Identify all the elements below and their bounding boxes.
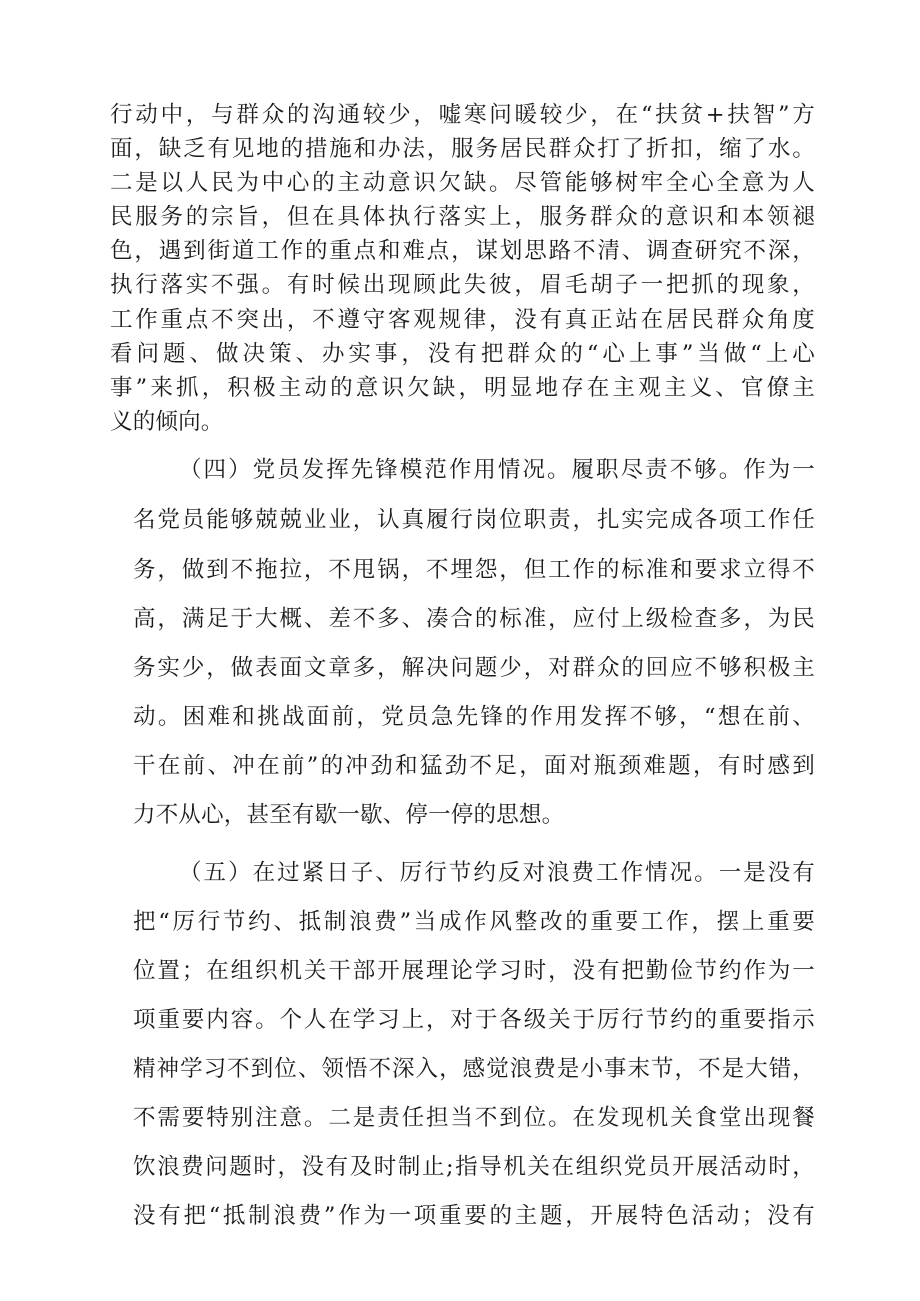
text-line: 精神学习不到位、领悟不深入，感觉浪费是小事末节，不是大错， bbox=[133, 1056, 815, 1082]
text-line: 务实少，做表面文章多，解决问题少，对群众的回应不够积极主 bbox=[133, 655, 815, 681]
text-line: 名党员能够兢兢业业，认真履行岗位职责，扎实完成各项工作任 bbox=[133, 507, 815, 533]
text-line: 项重要内容。个人在学习上，对于各级关于厉行节约的重要指示 bbox=[133, 1007, 815, 1033]
text-line: 位置；在组织机关干部开展理论学习时，没有把勤俭节约作为一 bbox=[133, 958, 815, 984]
text-line: 没有把“抵制浪费”作为一项重要的主题，开展特色活动；没有 bbox=[133, 1203, 815, 1229]
text-line: 执行落实不强。有时候出现顾此失彼，眉毛胡子一把抓的现象， bbox=[110, 272, 815, 298]
text-line: 二是以人民为中心的主动意识欠缺。尽管能够树牢全心全意为人 bbox=[110, 170, 815, 196]
section-heading-four: （四）党员发挥先锋模范作用情况。履职尽责不够。作为一 bbox=[179, 457, 815, 483]
text-line: 不需要特别注意。二是责任担当不到位。在发现机关食堂出现餐 bbox=[133, 1105, 815, 1131]
section-heading-five: （五）在过紧日子、厉行节约反对浪费工作情况。一是没有 bbox=[179, 860, 815, 886]
text-line: 民服务的宗旨，但在具体执行落实上，服务群众的意识和本领褪 bbox=[110, 204, 815, 230]
text-line: 义的倾向。 bbox=[110, 409, 224, 435]
text-line: 行动中，与群众的沟通较少，嘘寒问暖较少，在“扶贫+扶智”方 bbox=[110, 102, 815, 128]
text-line: 把“厉行节约、抵制浪费”当成作风整改的重要工作，摆上重要 bbox=[133, 909, 815, 935]
text-line: 力不从心，甚至有歇一歇、停一停的思想。 bbox=[133, 802, 565, 828]
text-line: 色，遇到街道工作的重点和难点，谋划思路不清、调查研究不深， bbox=[110, 238, 815, 264]
text-line: 动。困难和挑战面前，党员急先锋的作用发挥不够，“想在前、 bbox=[133, 704, 815, 730]
text-line: 工作重点不突出，不遵守客观规律，没有真正站在居民群众角度 bbox=[110, 307, 815, 333]
text-line: 事”来抓，积极主动的意识欠缺，明显地存在主观主义、官僚主 bbox=[110, 375, 815, 401]
text-line: 饮浪费问题时，没有及时制止;指导机关在组织党员开展活动时， bbox=[133, 1154, 815, 1180]
text-line: 高，满足于大概、差不多、凑合的标准，应付上级检查多，为民 bbox=[133, 606, 815, 632]
text-line: 务，做到不拖拉，不甩锅，不埋怨，但工作的标准和要求立得不 bbox=[133, 557, 815, 583]
text-line: 面，缺乏有见地的措施和办法，服务居民群众打了折扣，缩了水。 bbox=[110, 136, 815, 162]
text-line: 干在前、冲在前”的冲劲和猛劲不足，面对瓶颈难题，有时感到 bbox=[133, 753, 815, 779]
text-line: 看问题、做决策、办实事，没有把群众的“心上事”当做“上心 bbox=[110, 341, 815, 367]
